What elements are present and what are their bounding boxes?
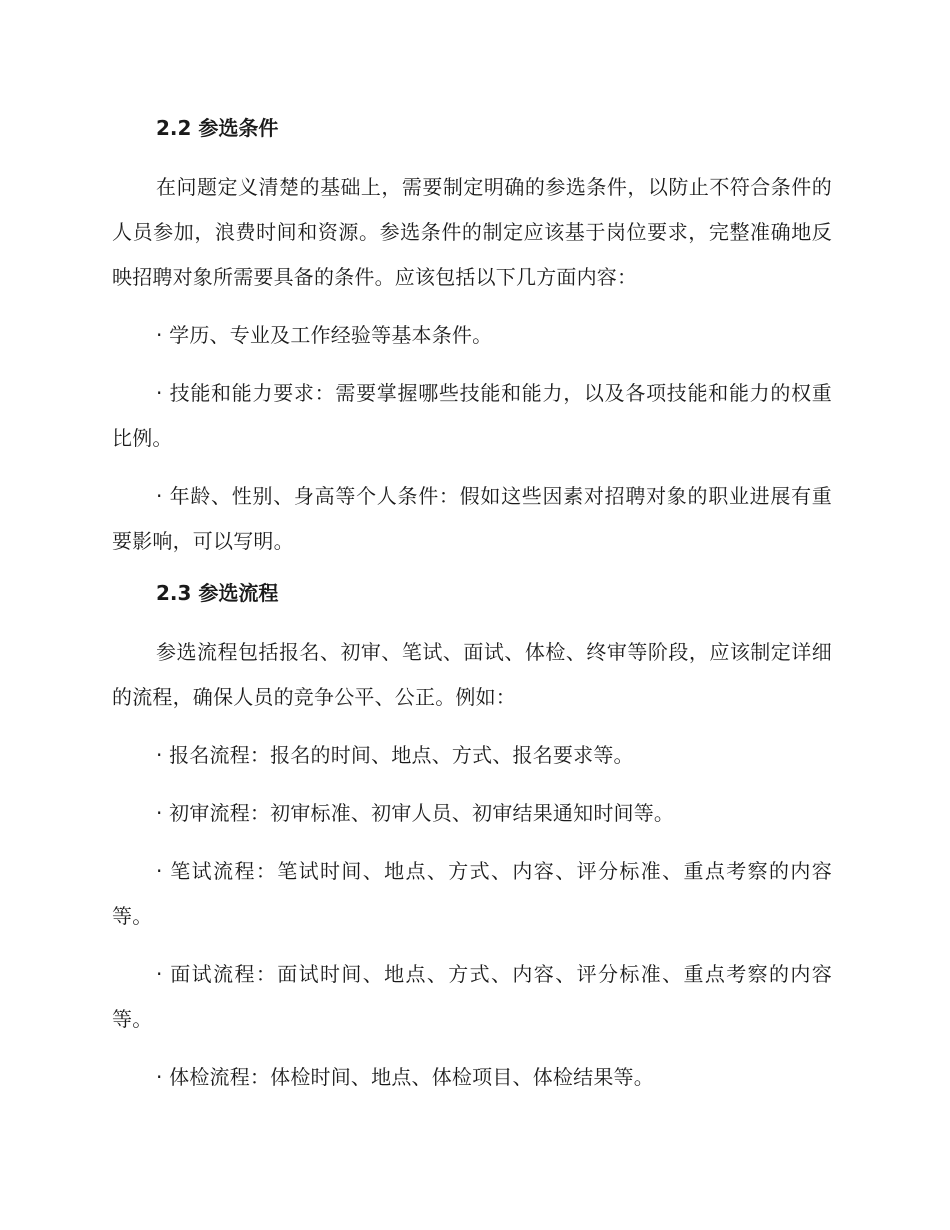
- bullet-medical-exam: · 体检流程：体检时间、地点、体检项目、体检结果等。: [156, 1065, 654, 1089]
- bullet-preliminary-review: · 初审流程：初审标准、初审人员、初审结果通知时间等。: [156, 801, 675, 825]
- bullet-written-exam: · 笔试流程：笔试时间、地点、方式、内容、评分标准、重点考察的内容等。: [112, 859, 832, 928]
- bullet-personal: · 年龄、性别、身高等个人条件：假如这些因素对招聘对象的职业进展有重要影响，可以写明。: [112, 484, 832, 553]
- bullet-interview: · 面试流程：面试时间、地点、方式、内容、评分标准、重点考察的内容等。: [112, 962, 832, 1031]
- bullet-education: · 学历、专业及工作经验等基本条件。: [156, 323, 493, 347]
- paragraph-intro-process: 参选流程包括报名、初审、笔试、面试、体检、终审等阶段，应该制定详细的流程，确保人员的竞争公平、公正。例如：: [112, 640, 832, 709]
- bullet-skills: · 技能和能力要求：需要掌握哪些技能和能力，以及各项技能和能力的权重比例。: [112, 381, 832, 450]
- section-heading-2-3: 2.3 参选流程: [156, 581, 279, 605]
- document-body: [112, 112, 832, 1113]
- paragraph-intro-conditions: 在问题定义清楚的基础上，需要制定明确的参选条件，以防止不符合条件的人员参加，浪费时间和资源。参选条件的制定应该基于岗位要求，完整准确地反映招聘对象所需要具备的条件。应该包括以下几方面内容：: [112, 175, 832, 289]
- bullet-registration: · 报名流程：报名的时间、地点、方式、报名要求等。: [156, 743, 634, 767]
- section-heading-2-2: 2.2 参选条件: [156, 116, 279, 140]
